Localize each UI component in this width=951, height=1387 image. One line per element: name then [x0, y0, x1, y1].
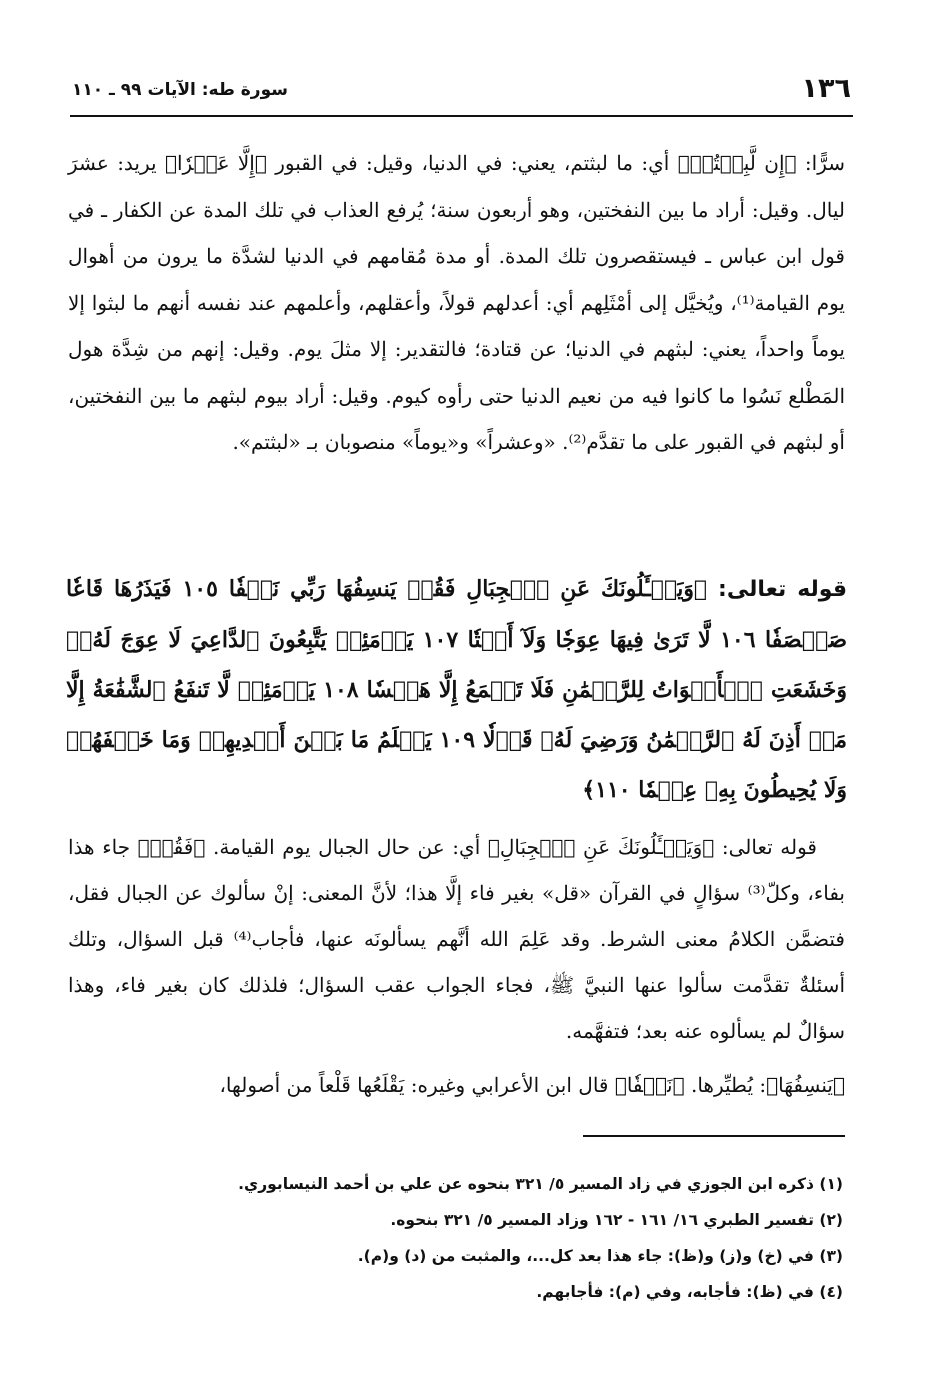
quran-lead: قوله تعالى:: [718, 577, 847, 602]
page-header: [72, 70, 851, 110]
footnote: (٢) تفسير الطبري ١٦/ ١٦١ - ١٦٢ وزاد المسير ٥/ ٣٢١ بنحوه.: [390, 1211, 843, 1229]
body-text: [68, 140, 845, 466]
header-rule: [70, 115, 853, 117]
footnote: (٤) في (ظ): فأجابه، وفي (م): فأجابهم.: [536, 1283, 843, 1301]
footnote: (٣) في (خ) و(ز) و(ظ): جاء هذا بعد كل...، والمثبت من (د) و(م).: [357, 1247, 843, 1265]
commentary: [68, 824, 845, 1108]
commentary-paragraph: قوله تعالى: ﴿وَيَسۡـَٔلُونَكَ عَنِ ٱلۡجِبَالِ﴾ أي: عن حال الجبال يوم القيامة. ﴿فَقُلۡ﴾ جاء هذا بفاء، وكلّ⁽³⁾ سؤالٍ في القرآن «قل» بغير فاء إلَّا هذا؛ لأنَّ المعنى: إنْ سألوك عن الجبال فقل، فتضمَّن الكلامُ معنى الشرط. وقد عَلِمَ الله أنَّهم يسألونَه عنها، فأجاب⁽⁴⁾ قبل السؤال، وتلك أسئلةٌ تقدَّمت سألوا عنها النبيَّ ﷺ، فجاء الجواب عقب السؤال؛ فلذلك كان بغير فاء، وهذا سؤالٌ لم يسألوه عنه بعد؛ فتفهَّمه.: [68, 835, 846, 1043]
footnote-rule: [583, 1135, 845, 1137]
running-title: سورة طه: الآيات ٩٩ ـ ١١٠: [72, 80, 288, 100]
page-number: ١٣٦: [801, 73, 851, 104]
footnotes: [100, 1166, 843, 1310]
quran-text: ﴿وَيَسۡـَٔلُونَكَ عَنِ ٱلۡجِبَالِ فَقُلۡ يَنسِفُهَا رَبِّي نَسۡفٗا ١٠٥ فَيَذَرُهَا قَاعٗا صَفۡصَفٗا ١٠٦ لَّا تَرَىٰ فِيهَا عِوَجٗا وَلَآ أَمۡتٗا ١٠٧ يَوۡمَئِذٖ يَتَّبِعُونَ ٱلدَّاعِيَ لَا عِوَجَ لَهُۥۖ وَخَشَعَتِ ٱلۡأَصۡوَاتُ لِلرَّحۡمَٰنِ فَلَا تَسۡمَعُ إِلَّا هَمۡسٗا ١٠٨ يَوۡمَئِذٖ لَّا تَنفَعُ ٱلشَّفَٰعَةُ إِلَّا مَنۡ أَذِنَ لَهُ ٱلرَّحۡمَٰنُ وَرَضِيَ لَهُۥ قَوۡلٗا ١٠٩ يَعۡلَمُ مَا بَيۡنَ أَيۡدِيهِمۡ وَمَا خَلۡفَهُمۡ وَلَا يُحِيطُونَ بِهِۦ عِلۡمٗا ١١٠﴾: [66, 576, 848, 803]
footnote: (١) ذكره ابن الجوزي في زاد المسير ٥/ ٣٢١ بنحوه عن علي بن أحمد النيسابوري.: [238, 1175, 843, 1193]
body-paragraph: سرًّا: ﴿إِن لَّبِثۡتُمۡ﴾ أي: ما لبثتم، يعني: في الدنيا، وقيل: في القبور ﴿إِلَّا عَشۡرٗا﴾ يريد: عشرَ ليال. وقيل: أراد ما بين النفختين، وهو أربعون سنة؛ يُرفع العذاب في تلك المدة عن الكفار ـ في قول ابن عباس ـ فيستقصرون تلك المدة. أو مدة مُقامهم في الدنيا لشدَّة ما يرون من أهوال يوم القيامة⁽¹⁾، ويُخيَّل إلى أمْثَلِهم أي: أعدلهم قولاً، وأعقلهم، وأعلمهم عند نفسه أنهم ما لبثوا إلا يوماً واحداً، يعني: لبثهم في الدنيا؛ عن قتادة؛ فالتقدير: إلا مثلَ يوم. وقيل: إنهم من شِدَّة هول المَطْلع نَسُوا ما كانوا فيه من نعيم الدنيا حتى رأوه كيوم. وقيل: أراد بيوم لبثهم ما بين النفختين، أو لبثهم في القبور على ما تقدَّم⁽²⁾. «وعشراً» و«يوماً» منصوبان بـ «لبثتم».: [68, 151, 845, 454]
commentary-paragraph: ﴿يَنسِفُهَا﴾: يُطيِّرها. ﴿نَسۡفٗا﴾ قال ابن الأعرابي وغيره: يَقْلَعُها قَلْعاً من أصولها،: [219, 1073, 845, 1097]
quran-verses: [66, 564, 847, 815]
